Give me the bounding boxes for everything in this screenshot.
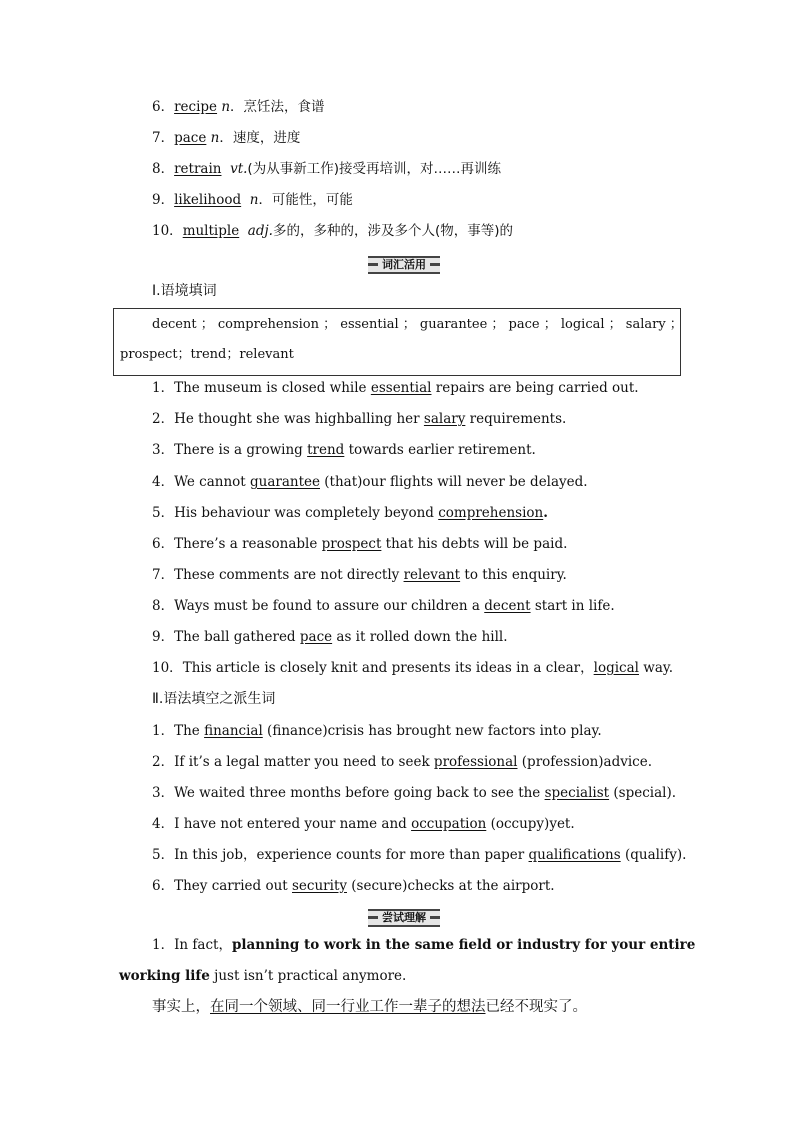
item-number: 9． (152, 192, 175, 208)
context-item-5 (152, 503, 548, 523)
sentence-tail: just isn’t practical anymore. (209, 968, 407, 984)
sentence-after: way. (638, 660, 674, 676)
item-number: 6． (152, 536, 175, 552)
context-item-10 (152, 658, 673, 678)
part-of-speech: n (249, 192, 259, 208)
sentence-after: (finance)crisis has brought new factors into play. (262, 723, 602, 739)
sentence-after: towards earlier retirement. (344, 442, 536, 458)
sentence-line-2 (119, 966, 406, 986)
context-item-3 (152, 440, 536, 460)
sentence-before: There is a growing (174, 442, 308, 458)
sentence-before: We waited three months before going back to see the (174, 785, 545, 801)
sentence-before: This article is closely knit and presents its ideas in a clear， (182, 660, 594, 676)
sentence-after: (special). (609, 785, 676, 801)
answer: financial (204, 723, 263, 739)
sentence-lead: In fact， (174, 937, 232, 953)
sentence-before: These comments are not directly (174, 567, 404, 583)
item-number: 1． (152, 380, 175, 396)
context-item-2 (152, 409, 566, 429)
sentence-bold-phrase-cont: working life (119, 968, 210, 984)
item-number: 3． (152, 785, 175, 801)
sentence-before: The ball gathered (174, 629, 300, 645)
answer: occupation (411, 816, 487, 832)
sentence-before: In this job，experience counts for more than paper (174, 847, 529, 863)
meaning: ．可能性，可能 (258, 192, 353, 208)
word-bank-line-1: decent ； comprehension ； essential ； guarantee ； pace ； logical ； salary ； (152, 317, 683, 332)
answer: prospect (321, 536, 382, 552)
sentence-after: repairs are being carried out. (431, 380, 639, 396)
sentence-after: (that)our flights will never be delayed. (320, 474, 588, 490)
item-number: 6． (152, 878, 175, 894)
item-number: 7． (152, 130, 175, 146)
sentence-after: (profession)advice. (517, 754, 653, 770)
answer: comprehension (438, 505, 544, 521)
item-number: 5． (152, 505, 175, 521)
context-item-4 (152, 472, 588, 492)
sentence-before: There’s a reasonable (174, 536, 322, 552)
translation-before: 事实上， (152, 999, 210, 1015)
vocab-word: recipe (174, 99, 218, 115)
sentence-before: Ways must be found to assure our children a (174, 598, 485, 614)
sentence-before: They carried out (174, 878, 292, 894)
vocab-word: retrain (174, 161, 222, 177)
answer: trend (307, 442, 345, 458)
item-number: 4． (152, 474, 175, 490)
grammar-item-5 (152, 845, 686, 865)
part-of-speech: n (210, 130, 220, 146)
answer: professional (433, 754, 518, 770)
translation-after: 已经不现实了。 (485, 999, 587, 1015)
answer: guarantee (250, 474, 320, 490)
sentence-before: I have not entered your name and (174, 816, 412, 832)
answer: salary (423, 411, 466, 427)
vocab-item-9 (152, 190, 353, 210)
context-item-8 (152, 596, 615, 616)
vocab-word: likelihood (174, 192, 242, 208)
vocab-word: pace (174, 130, 207, 146)
context-item-1 (152, 378, 639, 398)
sentence-before: We cannot (174, 474, 250, 490)
sentence-bold-phrase: planning to work in the same field or industry for your entire (231, 937, 696, 953)
sentence-line-1 (152, 935, 695, 955)
sentence-after: (secure)checks at the airport. (347, 878, 555, 894)
grammar-item-2 (152, 752, 652, 772)
sentence-after: (qualify). (620, 847, 687, 863)
item-number: 8． (152, 161, 175, 177)
item-number: 2． (152, 411, 175, 427)
answer: logical (593, 660, 639, 676)
sentence-before: If it’s a legal matter you need to seek (174, 754, 434, 770)
word-bank-box (113, 308, 681, 376)
context-item-7 (152, 565, 567, 585)
meaning: 多的，多种的，涉及多个人(物，事等)的 (272, 223, 514, 239)
word-bank-line-2: prospect；trend；relevant (120, 347, 294, 362)
context-item-6 (152, 534, 567, 554)
item-number: 6． (152, 99, 175, 115)
answer: qualifications (528, 847, 621, 863)
section-title-context-fill: Ⅰ.语境填词 (152, 283, 217, 299)
meaning: (为从事新工作)接受再培训，对……再训练 (247, 161, 501, 177)
item-number: 10． (152, 223, 183, 239)
section-title-grammar-fill: Ⅱ.语法填空之派生词 (152, 691, 276, 707)
sentence-before: He thought she was highballing her (174, 411, 424, 427)
vocab-item-8 (152, 159, 501, 179)
sentence-before: The (174, 723, 205, 739)
section-banner-try-understand: 尝试理解 (368, 909, 440, 927)
translation-line (152, 997, 587, 1017)
grammar-item-6 (152, 876, 555, 896)
sentence-after: as it rolled down the hill. (332, 629, 508, 645)
item-number: 8． (152, 598, 175, 614)
sentence-after: (occupy)yet. (486, 816, 575, 832)
vocab-word: multiple (182, 223, 240, 239)
item-number: 2． (152, 754, 175, 770)
context-item-9 (152, 627, 508, 647)
vocab-item-7 (152, 128, 300, 148)
sentence-after: requirements. (465, 411, 567, 427)
item-number: 10． (152, 660, 183, 676)
vocab-item-10 (152, 221, 513, 241)
answer: decent (484, 598, 531, 614)
grammar-item-1 (152, 721, 602, 741)
meaning: ．速度，进度 (219, 130, 301, 146)
part-of-speech: vt. (230, 161, 248, 177)
sentence-after: . (543, 505, 548, 521)
sentence-before: His behaviour was completely beyond (174, 505, 439, 521)
item-number: 1． (152, 723, 175, 739)
sentence-after: that his debts will be paid. (381, 536, 568, 552)
grammar-item-4 (152, 814, 575, 834)
answer: security (292, 878, 347, 894)
item-number: 3． (152, 442, 175, 458)
item-number: 4． (152, 816, 175, 832)
sentence-after: to this enquiry. (460, 567, 567, 583)
item-number: 1． (152, 937, 175, 953)
answer: essential (370, 380, 432, 396)
section-banner-vocab-use: 词汇活用 (368, 256, 440, 274)
part-of-speech: adj. (247, 223, 273, 239)
item-number: 9． (152, 629, 175, 645)
answer: pace (299, 629, 333, 645)
answer: specialist (544, 785, 610, 801)
vocab-item-6 (152, 97, 325, 117)
grammar-item-3 (152, 783, 676, 803)
sentence-before: The museum is closed while (174, 380, 371, 396)
translation-underlined: 在同一个领域、同一行业工作一辈子的想法 (210, 999, 486, 1015)
item-number: 5． (152, 847, 175, 863)
item-number: 7． (152, 567, 175, 583)
answer: relevant (403, 567, 461, 583)
meaning: ．烹饪法，食谱 (230, 99, 325, 115)
part-of-speech: n (221, 99, 231, 115)
sentence-after: start in life. (530, 598, 615, 614)
